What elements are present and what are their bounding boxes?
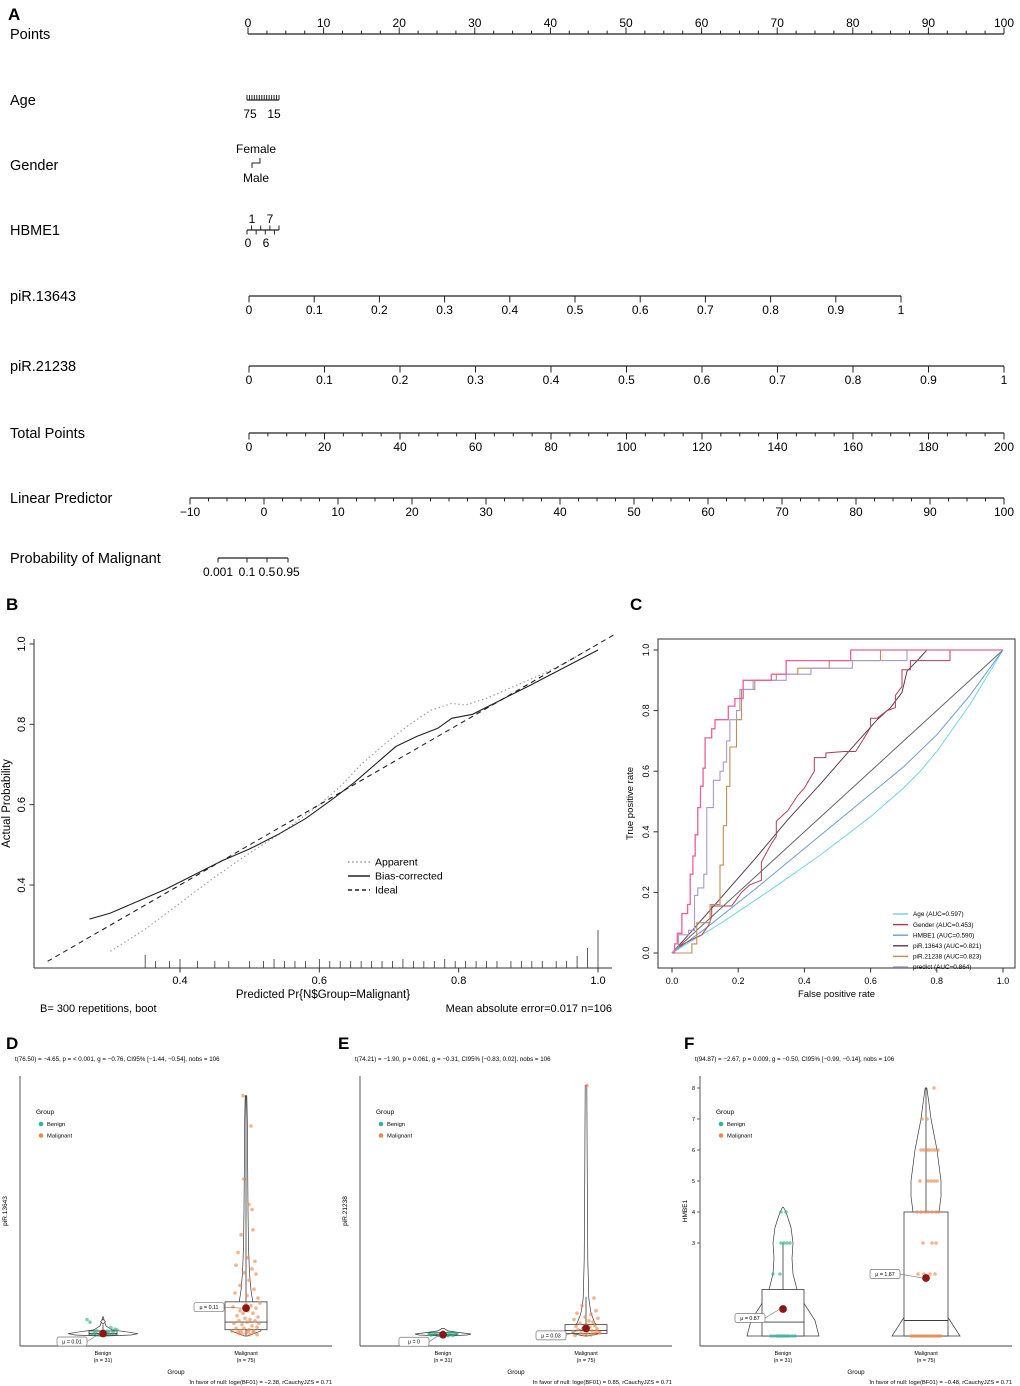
svg-text:Apparent: Apparent [375, 856, 418, 869]
svg-text:0: 0 [244, 16, 252, 30]
svg-text:0.4: 0.4 [641, 825, 651, 839]
svg-text:7: 7 [692, 1117, 695, 1123]
mean-dot [242, 1304, 250, 1312]
svg-text:Age: Age [10, 93, 36, 109]
x-axis-label: Predicted Pr{N$Group=Malignant} [235, 989, 411, 1001]
series [48, 634, 616, 961]
svg-text:80: 80 [544, 440, 558, 454]
svg-text:90: 90 [921, 16, 936, 30]
svg-text:1.0: 1.0 [590, 975, 606, 987]
svg-text:0.8: 0.8 [641, 704, 651, 717]
svg-text:Malignant: Malignant [914, 1351, 938, 1357]
nomogram-row-linear-predictor [10, 491, 1014, 519]
svg-text:0.6: 0.6 [16, 797, 28, 813]
svg-text:0: 0 [245, 303, 253, 317]
axes [682, 1056, 1012, 1386]
nomogram-row-points [10, 16, 1014, 43]
series-reference-diagonal [672, 650, 1003, 953]
panel-label-a: A [8, 5, 21, 24]
panel-b-calibration-chart [0, 592, 620, 1030]
svg-text:90: 90 [923, 505, 937, 519]
svg-text:Benign: Benign [727, 1122, 746, 1128]
svg-text:0.4: 0.4 [798, 976, 811, 986]
svg-text:Gender: Gender [10, 158, 59, 174]
svg-text:Benign: Benign [387, 1122, 406, 1128]
svg-text:0.0: 0.0 [641, 946, 651, 960]
stats-title: t(76.50) = −4.65, p = < 0.001, g = −0.76, CI95% [−1.44, −0.54], nobs = 106 [15, 1056, 220, 1063]
svg-text:40: 40 [553, 505, 567, 519]
nomogram-row-pir-13643 [10, 289, 905, 317]
svg-text:Group: Group [376, 1109, 395, 1116]
svg-text:100: 100 [616, 440, 637, 454]
svg-text:Male: Male [242, 171, 270, 185]
svg-text:20: 20 [405, 505, 419, 519]
svg-text:0.9: 0.9 [827, 303, 845, 317]
svg-text:0.95: 0.95 [276, 565, 300, 579]
y-axis-label: True positive rate [625, 766, 636, 841]
panel-a-nomogram-chart [0, 0, 1020, 590]
svg-text:(n = 31): (n = 31) [433, 1358, 453, 1364]
svg-text:100: 100 [993, 16, 1015, 30]
series-Ideal [48, 634, 616, 961]
y-axis-label: Actual Probability [1, 759, 13, 848]
svg-text:Malignant: Malignant [727, 1133, 753, 1140]
nomogram-row-age [10, 93, 281, 121]
svg-text:0.2: 0.2 [641, 886, 651, 899]
svg-text:0.4: 0.4 [172, 975, 188, 987]
svg-text:0.6: 0.6 [693, 373, 711, 387]
svg-text:Group: Group [36, 1109, 55, 1116]
svg-text:180: 180 [918, 440, 939, 454]
svg-text:50: 50 [627, 505, 641, 519]
legend [36, 1109, 73, 1140]
box-plot [904, 1212, 948, 1336]
svg-text:0: 0 [244, 236, 252, 250]
svg-text:60: 60 [468, 440, 483, 454]
y-axis-label: HMBE1 [682, 1199, 689, 1223]
svg-text:120: 120 [691, 440, 713, 454]
svg-text:1.0: 1.0 [996, 976, 1010, 986]
svg-text:Malignant: Malignant [234, 1351, 258, 1357]
svg-text:−10: −10 [179, 505, 201, 519]
svg-text:0.1: 0.1 [305, 303, 323, 317]
svg-text:predict (AUC=0.864): predict (AUC=0.864) [913, 964, 972, 972]
svg-text:0.6: 0.6 [631, 303, 649, 317]
nomogram-row-probability-of-malignant [10, 551, 300, 579]
x-axis-label: Group [167, 1369, 185, 1376]
svg-text:0.5: 0.5 [618, 373, 635, 387]
svg-text:0.9: 0.9 [920, 373, 937, 387]
svg-text:Benign: Benign [47, 1122, 66, 1128]
legend [716, 1109, 753, 1140]
nomogram-row-pir-21238 [10, 359, 1008, 387]
caption: In favor of null: loge(BF01) = −2.38, rCauchyJZS = 0.71 [189, 1380, 332, 1386]
svg-text:Total Points: Total Points [10, 426, 85, 442]
svg-text:(n = 31): (n = 31) [93, 1358, 113, 1364]
scatter-points [571, 1084, 602, 1338]
svg-text:0: 0 [245, 440, 253, 454]
svg-text:Female: Female [235, 142, 277, 156]
rug-marks [145, 930, 598, 968]
svg-text:0.8: 0.8 [16, 716, 28, 732]
svg-text:0.7: 0.7 [697, 303, 714, 317]
svg-text:piR.21238: piR.21238 [10, 359, 77, 375]
panel-label-f: F [684, 1034, 695, 1053]
svg-text:40: 40 [393, 440, 407, 454]
group-benign [735, 1207, 819, 1364]
caption: In favor of null: loge(BF01) = 0.85, rCauchyJZS = 0.71 [532, 1380, 672, 1386]
mean-dot [922, 1274, 930, 1282]
svg-text:0.8: 0.8 [451, 975, 467, 987]
series-Bias-corrected [89, 650, 598, 919]
svg-text:160: 160 [842, 440, 864, 454]
panel-e-violin-chart [340, 1030, 680, 1386]
panel-f-violin-chart [680, 1030, 1020, 1386]
x-axis-label: Group [847, 1369, 865, 1376]
nomogram-row-gender [10, 142, 276, 185]
panel-label-e: E [338, 1034, 350, 1053]
mean-dot [439, 1331, 447, 1339]
mean-label: μ = 0.87 [740, 1315, 760, 1322]
group-malignant [870, 1086, 960, 1364]
svg-text:Gender (AUC=0.453): Gender (AUC=0.453) [913, 921, 974, 929]
svg-text:0.4: 0.4 [542, 373, 560, 387]
mean-label: μ = 0 [407, 1339, 421, 1346]
svg-text:75: 75 [243, 107, 257, 121]
svg-text:60: 60 [701, 505, 715, 519]
group-malignant [536, 1084, 607, 1364]
mean-dot [779, 1305, 787, 1313]
svg-text:6: 6 [262, 236, 270, 250]
svg-text:HMBE1 (AUC=0.590): HMBE1 (AUC=0.590) [913, 932, 975, 940]
svg-text:10: 10 [316, 16, 331, 30]
mean-dot [582, 1325, 590, 1333]
svg-text:(n = 75): (n = 75) [916, 1358, 936, 1364]
axes [2, 1056, 332, 1386]
mean-dot [99, 1330, 107, 1338]
svg-text:0.6: 0.6 [311, 975, 327, 987]
nomogram-row-hbme1 [10, 212, 279, 250]
svg-text:Group: Group [716, 1109, 735, 1116]
svg-text:Linear Predictor: Linear Predictor [10, 491, 113, 507]
svg-text:0.1: 0.1 [238, 565, 256, 579]
footnote-right: Mean absolute error=0.017 n=106 [445, 1003, 612, 1015]
panel-label-c: C [630, 595, 643, 614]
svg-text:3: 3 [692, 1241, 695, 1247]
svg-text:Ideal: Ideal [375, 884, 398, 897]
nomogram-row-total-points [10, 426, 1014, 454]
svg-text:0.2: 0.2 [391, 373, 409, 387]
svg-text:10: 10 [331, 505, 345, 519]
svg-text:0.7: 0.7 [769, 373, 786, 387]
legend [893, 911, 981, 971]
svg-text:30: 30 [468, 16, 482, 30]
series-Apparent [110, 644, 598, 951]
svg-text:60: 60 [694, 16, 709, 30]
svg-text:(n = 75): (n = 75) [576, 1358, 596, 1364]
y-axis-label: piR.21238 [342, 1196, 349, 1226]
panel-c-roc-chart [620, 592, 1020, 1030]
legend [348, 857, 443, 897]
svg-text:Malignant: Malignant [387, 1133, 413, 1140]
svg-text:8: 8 [692, 1086, 695, 1092]
svg-text:piR.13643 (AUC=0.821): piR.13643 (AUC=0.821) [913, 943, 982, 951]
svg-text:30: 30 [479, 505, 493, 519]
svg-text:1: 1 [897, 303, 905, 317]
svg-text:0.2: 0.2 [731, 976, 745, 986]
svg-text:50: 50 [619, 16, 633, 30]
x-axis-label: Group [507, 1369, 525, 1376]
svg-text:15: 15 [267, 107, 281, 121]
svg-text:0.2: 0.2 [371, 303, 388, 317]
svg-text:5: 5 [692, 1179, 695, 1185]
svg-text:20: 20 [392, 16, 406, 30]
group-benign [57, 1317, 138, 1364]
svg-text:0.8: 0.8 [930, 976, 944, 986]
group-malignant [194, 1094, 267, 1364]
svg-text:70: 70 [770, 16, 784, 30]
stats-title: t(94.87) = −2.67, p = 0.009, g = −0.50, CI95% [−0.99, −0.14], nobs = 106 [695, 1056, 895, 1063]
svg-text:1: 1 [248, 212, 256, 226]
svg-text:0.3: 0.3 [467, 373, 484, 387]
svg-text:100: 100 [993, 505, 1015, 519]
series [672, 650, 1003, 953]
svg-text:0.6: 0.6 [864, 976, 877, 986]
svg-text:4: 4 [692, 1210, 695, 1216]
svg-text:piR.21238 (AUC=0.823): piR.21238 (AUC=0.823) [913, 953, 982, 961]
svg-text:Bias-corrected: Bias-corrected [375, 870, 443, 883]
svg-text:(n = 75): (n = 75) [236, 1358, 256, 1364]
footnote-left: B= 300 repetitions, boot [40, 1003, 157, 1015]
svg-text:0.4: 0.4 [16, 877, 28, 893]
svg-text:0.6: 0.6 [641, 764, 651, 778]
svg-text:HBME1: HBME1 [10, 223, 60, 239]
svg-text:Age (AUC=0.597): Age (AUC=0.597) [913, 911, 964, 919]
svg-text:0.8: 0.8 [762, 303, 779, 317]
svg-text:0.8: 0.8 [844, 373, 862, 387]
y-axis-label: piR.13643 [2, 1196, 9, 1226]
svg-text:0.5: 0.5 [258, 565, 276, 579]
svg-text:Benign: Benign [774, 1351, 792, 1357]
axes [342, 1056, 672, 1386]
panel-label-b: B [6, 595, 19, 614]
svg-text:0.3: 0.3 [436, 303, 453, 317]
mean-label: μ = 1.87 [875, 1271, 895, 1278]
svg-text:0.0: 0.0 [665, 976, 679, 986]
svg-text:Malignant: Malignant [574, 1351, 598, 1357]
svg-text:1: 1 [1000, 373, 1008, 387]
legend [376, 1109, 413, 1140]
svg-text:(n = 31): (n = 31) [773, 1358, 793, 1364]
axes [1, 636, 612, 1015]
x-axis-label: False positive rate [797, 989, 876, 1000]
svg-text:200: 200 [993, 440, 1015, 454]
svg-text:70: 70 [775, 505, 789, 519]
svg-text:Benign: Benign [434, 1351, 452, 1357]
svg-text:Probability of Malignant: Probability of Malignant [10, 551, 161, 567]
panel-label-d: D [6, 1034, 19, 1053]
svg-text:0.5: 0.5 [566, 303, 584, 317]
panel-d-violin-chart [0, 1030, 340, 1386]
svg-text:1.0: 1.0 [16, 636, 28, 652]
mean-label: μ = 0.11 [199, 1305, 219, 1312]
svg-text:0.001: 0.001 [202, 565, 234, 579]
svg-text:6: 6 [692, 1148, 695, 1154]
svg-text:0: 0 [245, 373, 253, 387]
svg-text:1.0: 1.0 [641, 643, 651, 657]
svg-text:0.4: 0.4 [501, 303, 519, 317]
mean-label: μ = 0.01 [62, 1339, 82, 1346]
svg-text:40: 40 [543, 16, 558, 30]
svg-text:140: 140 [767, 440, 788, 454]
svg-text:0: 0 [260, 505, 268, 519]
svg-text:Points: Points [10, 27, 51, 43]
svg-text:0.1: 0.1 [316, 373, 333, 387]
svg-text:Benign: Benign [94, 1351, 112, 1357]
svg-text:7: 7 [266, 212, 274, 226]
svg-text:piR.13643: piR.13643 [10, 289, 77, 305]
svg-text:80: 80 [849, 505, 863, 519]
caption: In favor of null: loge(BF01) = −0.48, rCauchyJZS = 0.71 [869, 1380, 1012, 1386]
svg-text:Malignant: Malignant [47, 1133, 73, 1140]
stats-title: t(74.21) = −1.90, p = 0.061, g = −0.31, CI95% [−0.83, 0.02], nobs = 106 [355, 1056, 551, 1063]
mean-label: μ = 0.03 [541, 1333, 561, 1340]
svg-text:80: 80 [846, 16, 860, 30]
svg-text:20: 20 [317, 440, 332, 454]
